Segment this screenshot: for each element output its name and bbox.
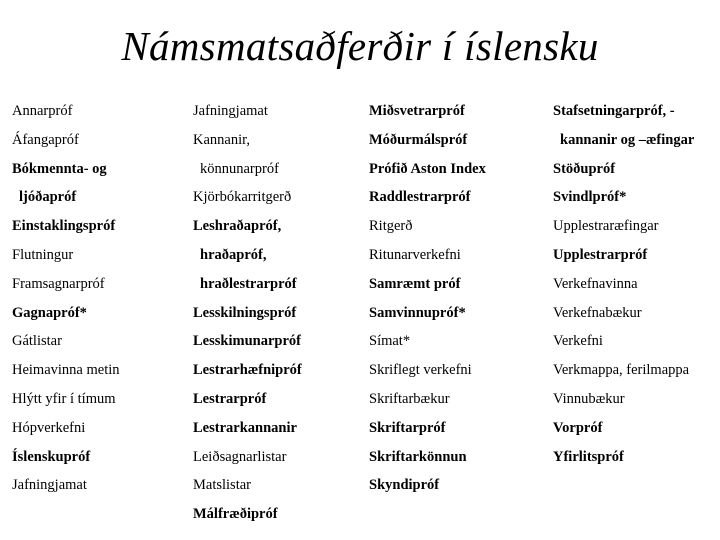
list-item: Skriflegt verkefni <box>369 362 472 379</box>
list-item: Annarpróf <box>12 103 73 119</box>
list-item: Móðurmálspróf <box>369 131 468 148</box>
column-3 <box>369 103 486 506</box>
list-item: Skriftarpróf <box>369 419 446 436</box>
list-item: Lesskimunarpróf <box>193 333 301 350</box>
list-item: Upplestraræfingar <box>553 218 659 235</box>
list-item: Hlýtt yfir í tímum <box>12 390 116 407</box>
list-item: Skyndipróf <box>369 477 440 494</box>
list-item: Svindlpróf* <box>553 189 627 206</box>
list-item: Símat* <box>369 333 411 350</box>
list-item: Gátlistar <box>12 333 62 350</box>
list-item: Flutningur <box>12 246 74 263</box>
list-item: Stöðupróf <box>553 160 616 177</box>
list-item: Framsagnarpróf <box>12 275 105 292</box>
list-item: Lesskilningspróf <box>193 304 297 321</box>
list-item: Áfangapróf <box>12 131 79 148</box>
list-item: hraðlestrarpróf <box>200 275 297 292</box>
list-item: Stafsetningarpróf, - <box>553 103 675 119</box>
list-item: Leiðsagnarlistar <box>193 448 287 465</box>
column-4 <box>553 103 694 477</box>
column-2 <box>193 103 302 535</box>
list-item: Bókmennta- og <box>12 160 107 177</box>
list-item: Jafningjamat <box>12 477 87 494</box>
list-item: Prófið Aston Index <box>369 160 486 177</box>
list-item: Miðsvetrarpróf <box>369 103 465 119</box>
list-item: Gagnapróf* <box>12 304 87 321</box>
column-1 <box>12 103 120 506</box>
list-item: Verkefnabækur <box>553 304 642 321</box>
list-item: Heimavinna metin <box>12 362 120 379</box>
list-item: kannanir og –æfingar <box>560 131 695 148</box>
list-item: Lestrarpróf <box>193 390 267 407</box>
list-item: Íslenskupróf <box>12 448 91 465</box>
list-item: hraðapróf, <box>200 246 267 263</box>
list-item: ljóðapróf <box>19 189 77 206</box>
list-item: Skriftarkönnun <box>369 448 467 465</box>
list-item: Raddlestrarpróf <box>369 189 471 206</box>
list-item: Samvinnupróf* <box>369 304 466 321</box>
list-item: Ritgerð <box>369 218 413 235</box>
list-item: Matslistar <box>193 477 251 494</box>
list-item: Málfræðipróf <box>193 506 278 523</box>
list-item: Upplestrarpróf <box>553 246 648 263</box>
list-item: Jafningjamat <box>193 103 268 119</box>
list-item: Lestrarkannanir <box>193 419 297 436</box>
list-item: könnunarpróf <box>200 160 279 177</box>
list-item: Vinnubækur <box>553 390 625 407</box>
list-item: Skriftarbækur <box>369 390 450 407</box>
list-item: Verkefnavinna <box>553 275 638 292</box>
list-item: Vorpróf <box>553 419 603 436</box>
list-item: Leshraðapróf, <box>193 218 282 235</box>
list-item: Kannanir, <box>193 131 250 148</box>
page-title: Námsmatsaðferðir í íslensku <box>121 23 599 69</box>
list-item: Lestrarhæfnipróf <box>193 362 302 379</box>
list-item: Verkmappa, ferilmappa <box>553 362 690 379</box>
list-item: Samræmt próf <box>369 275 461 292</box>
list-item: Ritunarverkefni <box>369 246 461 263</box>
list-item: Einstaklingspróf <box>12 218 116 235</box>
list-item: Hópverkefni <box>12 419 86 436</box>
list-item: Yfirlitspróf <box>553 448 624 465</box>
list-item: Verkefni <box>553 333 603 350</box>
list-item: Kjörbókarritgerð <box>193 189 292 206</box>
